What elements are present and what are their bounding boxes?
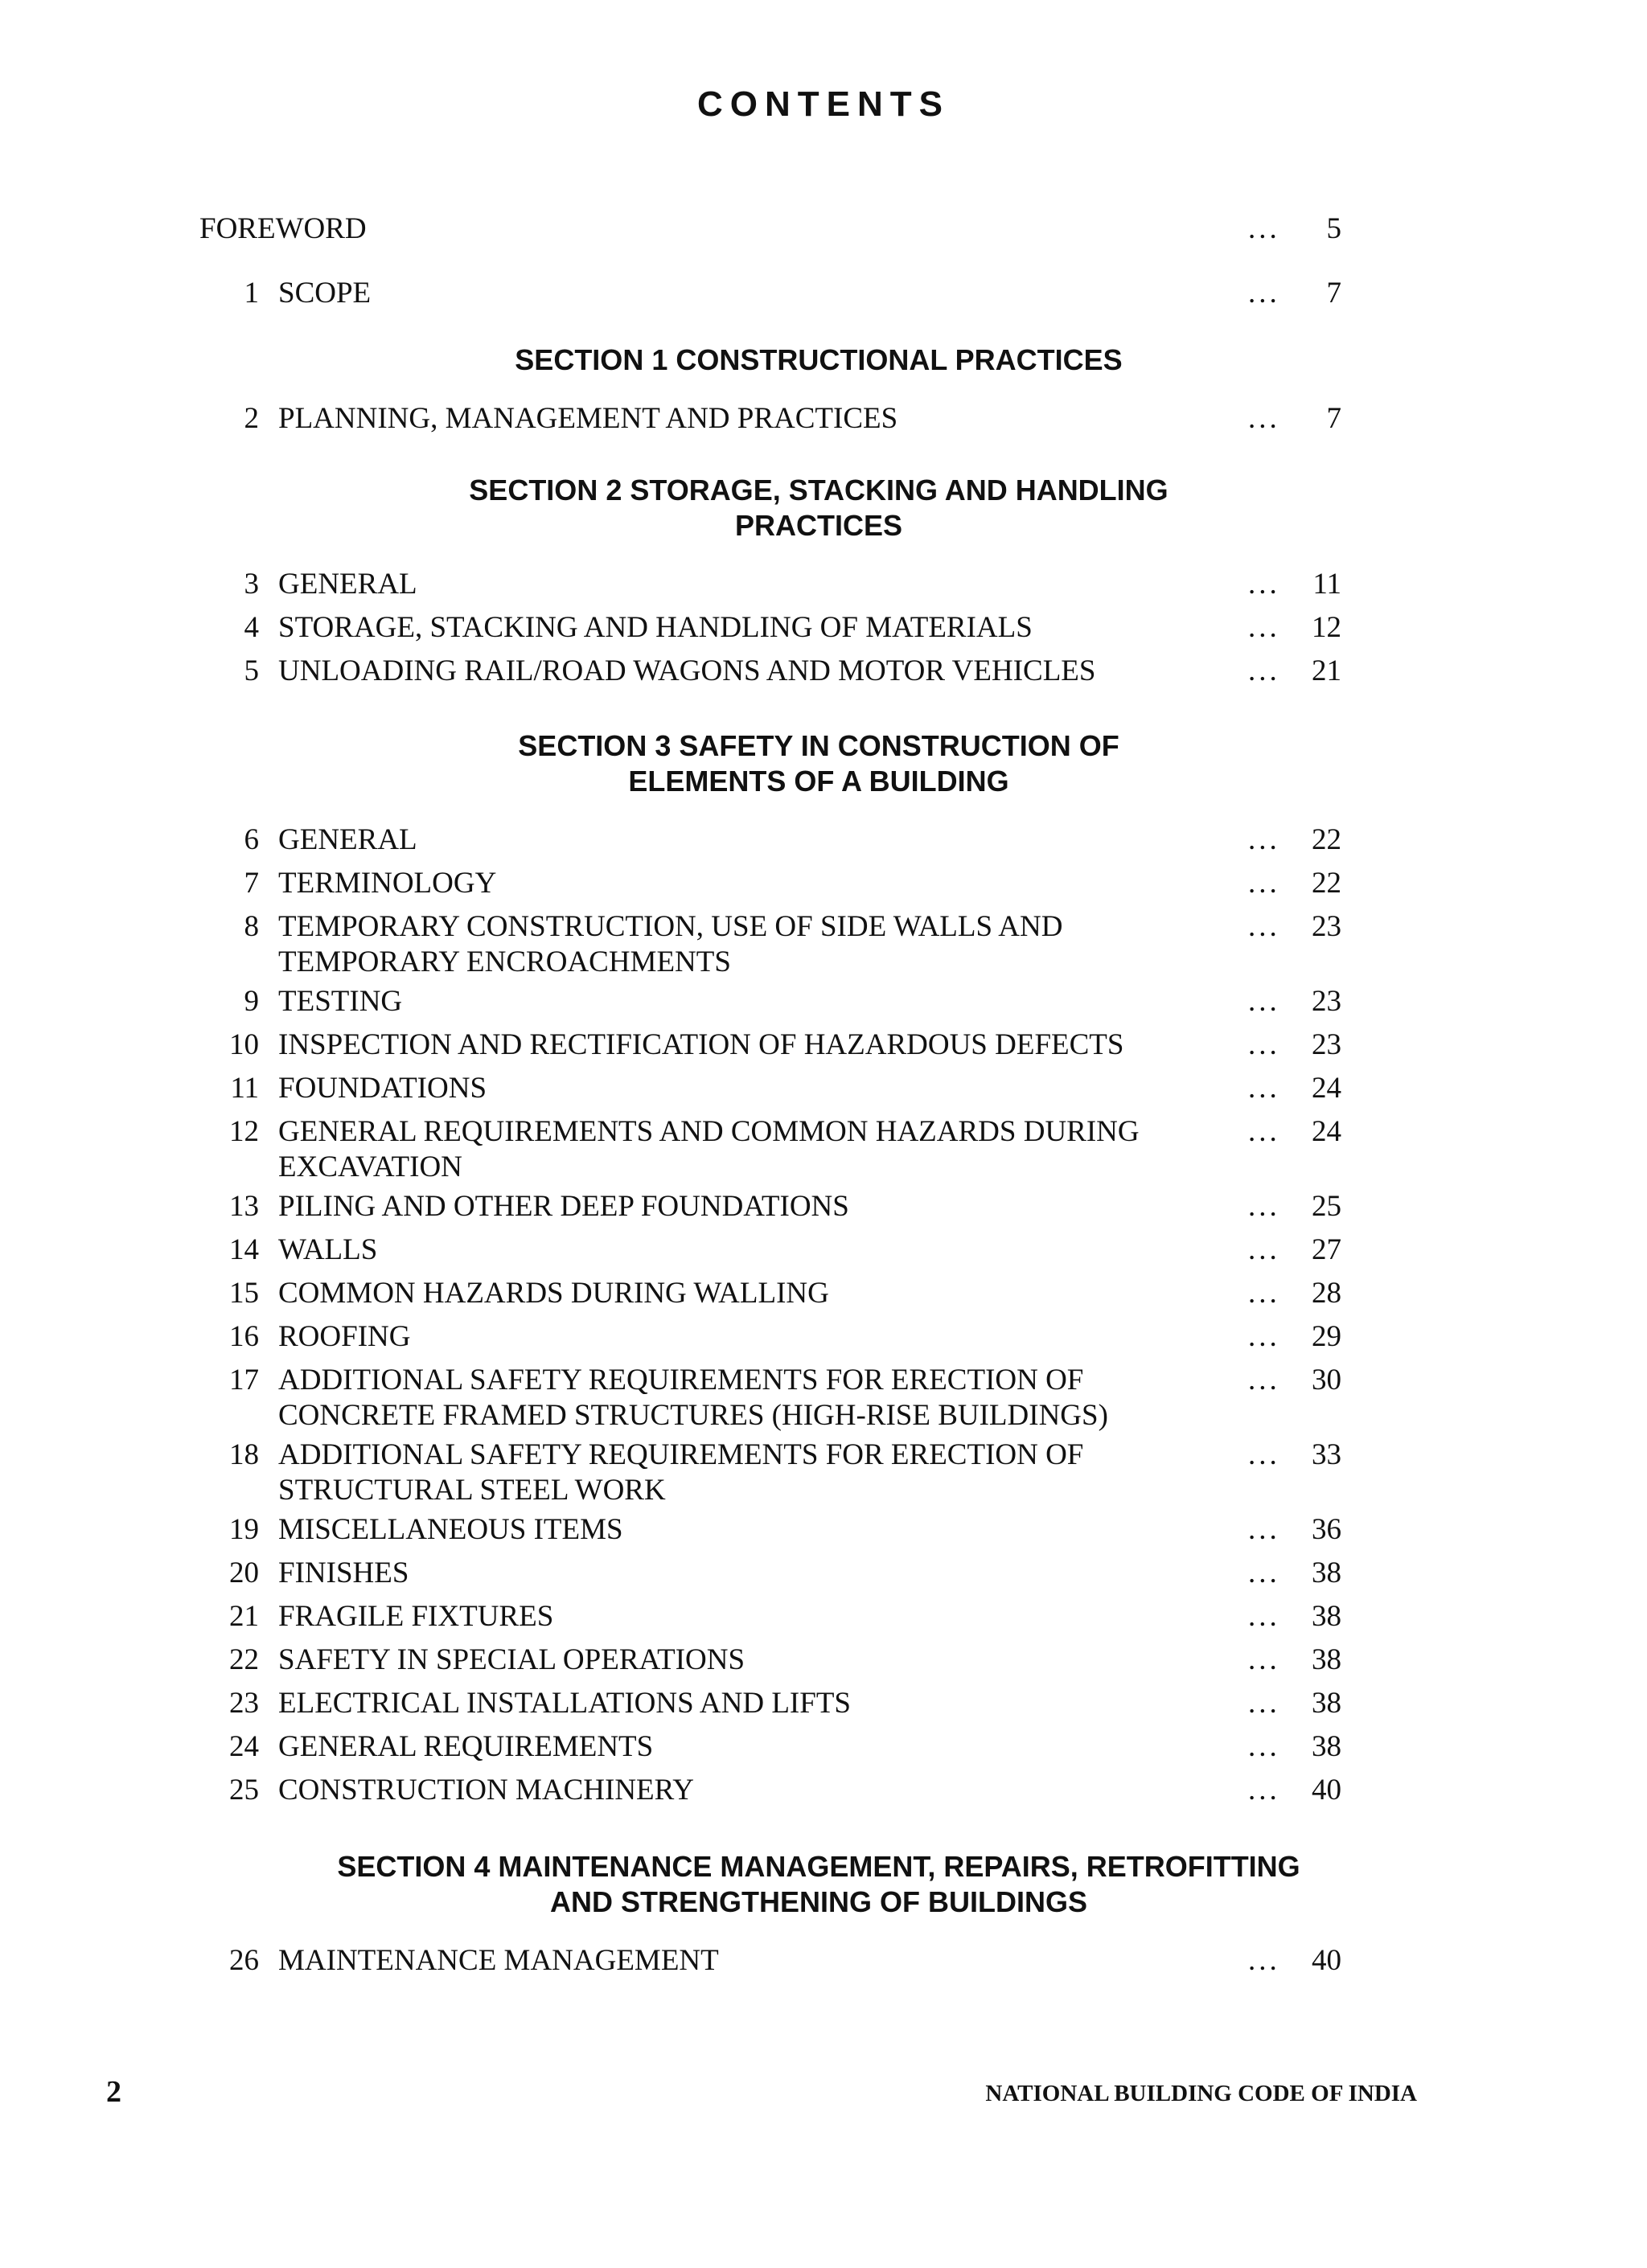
entry-label bbox=[259, 1110, 1248, 1185]
toc-entry-11[interactable] bbox=[199, 1067, 1341, 1110]
page-number: 24 bbox=[1312, 1115, 1341, 1148]
entry-label: SCOPE bbox=[278, 277, 372, 310]
toc-entry-20[interactable] bbox=[199, 1552, 1341, 1595]
leader-dots: ... bbox=[1248, 1730, 1280, 1763]
leader-dots: ... bbox=[1248, 823, 1280, 856]
entry-number: 5 bbox=[244, 654, 259, 687]
entry-label bbox=[259, 1359, 1248, 1433]
leader-dots: ... bbox=[1248, 1115, 1280, 1148]
leader-dots: ... bbox=[1248, 611, 1280, 644]
entry-label bbox=[259, 1433, 1248, 1508]
entry-label: INSPECTION AND RECTIFICATION OF HAZARDOUS DEFECTS bbox=[278, 1028, 1124, 1061]
leader-dots: ... bbox=[1248, 1072, 1280, 1105]
leader-dots: ... bbox=[1248, 654, 1280, 687]
entry-label: FINISHES bbox=[278, 1556, 409, 1589]
leader-dots: ... bbox=[1248, 1233, 1280, 1266]
page-number: 28 bbox=[1312, 1277, 1341, 1310]
page-number: 22 bbox=[1312, 823, 1341, 856]
entry-label: STORAGE, STACKING AND HANDLING OF MATERIALS bbox=[278, 611, 1033, 644]
entry-number: 16 bbox=[229, 1320, 259, 1353]
toc-entry-21[interactable] bbox=[199, 1595, 1341, 1638]
section-heading-line: ELEMENTS OF A BUILDING bbox=[628, 765, 1009, 798]
page-number: 23 bbox=[1312, 1028, 1341, 1061]
page-number: 33 bbox=[1312, 1438, 1341, 1471]
leader-dots: ... bbox=[1248, 402, 1280, 435]
leader-dots: ... bbox=[1248, 985, 1280, 1018]
page-number: 24 bbox=[1312, 1072, 1341, 1105]
entry-number: 6 bbox=[244, 823, 259, 856]
entry-label-line: GENERAL REQUIREMENTS AND COMMON HAZARDS DURING bbox=[278, 1115, 1140, 1148]
table-of-contents bbox=[199, 207, 1341, 1983]
entry-label: MAINTENANCE MANAGEMENT bbox=[278, 1944, 719, 1977]
leader-dots: ... bbox=[1248, 1277, 1280, 1310]
entry-number: 24 bbox=[229, 1730, 259, 1763]
leader-dots: ... bbox=[1248, 1320, 1280, 1353]
page-number: 7 bbox=[1326, 402, 1341, 435]
entry-number: 12 bbox=[229, 1115, 259, 1148]
footer-book-title: NATIONAL BUILDING CODE OF INDIA bbox=[985, 2081, 1417, 2106]
entry-label-line: STRUCTURAL STEEL WORK bbox=[278, 1474, 666, 1507]
entry-label bbox=[259, 905, 1248, 980]
page-number: 36 bbox=[1312, 1513, 1341, 1546]
toc-entry-17[interactable] bbox=[199, 1359, 1341, 1433]
toc-entry-1[interactable] bbox=[199, 272, 1341, 315]
leader-dots: ... bbox=[1248, 277, 1280, 310]
entry-label: CONSTRUCTION MACHINERY bbox=[278, 1774, 695, 1807]
entry-label-line: TEMPORARY ENCROACHMENTS bbox=[278, 945, 731, 978]
entry-label-line: ADDITIONAL SAFETY REQUIREMENTS FOR ERECTION OF bbox=[278, 1438, 1084, 1471]
page-number: 22 bbox=[1312, 867, 1341, 900]
footer-page-number: 2 bbox=[106, 2075, 121, 2109]
toc-entry-10[interactable] bbox=[199, 1023, 1341, 1067]
entry-number: 10 bbox=[229, 1028, 259, 1061]
leader-dots: ... bbox=[1248, 212, 1280, 245]
toc-entry-25[interactable] bbox=[199, 1769, 1341, 1812]
entry-number: 2 bbox=[244, 402, 259, 435]
entry-label: GENERAL bbox=[278, 568, 417, 601]
toc-entry-7[interactable] bbox=[199, 862, 1341, 905]
entry-number: 7 bbox=[244, 867, 259, 900]
toc-entry-foreword[interactable] bbox=[199, 207, 1341, 251]
entry-label: ELECTRICAL INSTALLATIONS AND LIFTS bbox=[278, 1687, 851, 1720]
leader-dots: ... bbox=[1248, 1687, 1280, 1720]
toc-entry-26[interactable] bbox=[199, 1939, 1341, 1983]
leader-dots: ... bbox=[1248, 1028, 1280, 1061]
leader-dots: ... bbox=[1248, 568, 1280, 601]
entry-number: 18 bbox=[229, 1438, 259, 1471]
entry-label: TERMINOLOGY bbox=[278, 867, 497, 900]
section-3-heading bbox=[199, 728, 1341, 799]
page-title: CONTENTS bbox=[697, 84, 950, 124]
toc-entry-5[interactable] bbox=[199, 650, 1341, 693]
entry-label: SAFETY IN SPECIAL OPERATIONS bbox=[278, 1643, 745, 1676]
toc-entry-8[interactable] bbox=[199, 905, 1341, 980]
page-number: 23 bbox=[1312, 985, 1341, 1018]
toc-entry-14[interactable] bbox=[199, 1228, 1341, 1272]
entry-label: PILING AND OTHER DEEP FOUNDATIONS bbox=[278, 1190, 849, 1223]
section-heading-line: PRACTICES bbox=[734, 509, 903, 542]
toc-entry-9[interactable] bbox=[199, 980, 1341, 1023]
leader-dots: ... bbox=[1248, 1600, 1280, 1633]
entry-label: GENERAL REQUIREMENTS bbox=[278, 1730, 654, 1763]
page-number: 12 bbox=[1312, 611, 1341, 644]
page-number: 40 bbox=[1312, 1774, 1341, 1807]
toc-entry-15[interactable] bbox=[199, 1272, 1341, 1315]
entry-label-line: EXCAVATION bbox=[278, 1150, 462, 1183]
page-number: 23 bbox=[1312, 910, 1341, 943]
entry-label: MISCELLANEOUS ITEMS bbox=[278, 1513, 623, 1546]
toc-entry-2[interactable] bbox=[199, 397, 1341, 441]
entry-number: 15 bbox=[229, 1277, 259, 1310]
leader-dots: ... bbox=[1248, 1556, 1280, 1589]
entry-label: FOREWORD bbox=[199, 212, 367, 245]
section-heading-line: SECTION 4 MAINTENANCE MANAGEMENT, REPAIRS, RETROFITTING bbox=[337, 1850, 1300, 1883]
section-heading-line: SECTION 2 STORAGE, STACKING AND HANDLING bbox=[469, 474, 1169, 507]
toc-entry-12[interactable] bbox=[199, 1110, 1341, 1185]
toc-entry-4[interactable] bbox=[199, 606, 1341, 650]
page-number: 40 bbox=[1312, 1944, 1341, 1977]
entry-number: 23 bbox=[229, 1687, 259, 1720]
page-number: 38 bbox=[1312, 1730, 1341, 1763]
page-number: 38 bbox=[1312, 1643, 1341, 1676]
toc-entry-22[interactable] bbox=[199, 1638, 1341, 1682]
entry-number: 9 bbox=[244, 985, 259, 1018]
page-number: 25 bbox=[1312, 1190, 1341, 1223]
entry-label: WALLS bbox=[278, 1233, 378, 1266]
entry-label: COMMON HAZARDS DURING WALLING bbox=[278, 1277, 829, 1310]
section-heading-line: SECTION 1 CONSTRUCTIONAL PRACTICES bbox=[515, 343, 1123, 376]
entry-label: TESTING bbox=[278, 985, 403, 1018]
toc-entry-19[interactable] bbox=[199, 1508, 1341, 1552]
page-number: 5 bbox=[1326, 212, 1341, 245]
toc-entry-23[interactable] bbox=[199, 1682, 1341, 1725]
page-number: 7 bbox=[1326, 277, 1341, 310]
entry-number: 25 bbox=[229, 1774, 259, 1807]
leader-dots: ... bbox=[1248, 1643, 1280, 1676]
entry-label: FRAGILE FIXTURES bbox=[278, 1600, 554, 1633]
entry-number: 14 bbox=[229, 1233, 259, 1266]
entry-number: 13 bbox=[229, 1190, 259, 1223]
entry-number: 1 bbox=[244, 277, 259, 310]
leader-dots: ... bbox=[1248, 1438, 1280, 1471]
page-number: 30 bbox=[1312, 1364, 1341, 1396]
section-4-heading bbox=[199, 1849, 1341, 1920]
entry-label-line: CONCRETE FRAMED STRUCTURES (HIGH-RISE BUILDINGS) bbox=[278, 1399, 1108, 1432]
entry-number: 21 bbox=[229, 1600, 259, 1633]
entry-label: GENERAL bbox=[278, 823, 417, 856]
toc-entry-18[interactable] bbox=[199, 1433, 1341, 1508]
page-number: 38 bbox=[1312, 1556, 1341, 1589]
entry-label: UNLOADING RAIL/ROAD WAGONS AND MOTOR VEHICLES bbox=[278, 654, 1096, 687]
section-1-heading bbox=[199, 342, 1341, 378]
page-number: 29 bbox=[1312, 1320, 1341, 1353]
entry-number: 4 bbox=[244, 611, 259, 644]
entry-number: 11 bbox=[230, 1072, 259, 1105]
toc-entry-24[interactable] bbox=[199, 1725, 1341, 1769]
page-number: 21 bbox=[1312, 654, 1341, 687]
leader-dots: ... bbox=[1248, 910, 1280, 943]
leader-dots: ... bbox=[1248, 867, 1280, 900]
page-number: 38 bbox=[1312, 1687, 1341, 1720]
page-number: 11 bbox=[1312, 568, 1341, 601]
entry-number: 22 bbox=[229, 1643, 259, 1676]
entry-label: PLANNING, MANAGEMENT AND PRACTICES bbox=[278, 402, 898, 435]
entry-number: 19 bbox=[229, 1513, 259, 1546]
leader-dots: ... bbox=[1248, 1190, 1280, 1223]
entry-number: 17 bbox=[229, 1364, 259, 1396]
section-heading-line: SECTION 3 SAFETY IN CONSTRUCTION OF bbox=[518, 729, 1119, 762]
entry-number: 3 bbox=[244, 568, 259, 601]
leader-dots: ... bbox=[1248, 1364, 1280, 1396]
leader-dots: ... bbox=[1248, 1774, 1280, 1807]
leader-dots: ... bbox=[1248, 1513, 1280, 1546]
entry-number: 26 bbox=[229, 1944, 259, 1977]
toc-entry-6[interactable] bbox=[199, 818, 1341, 862]
toc-entry-3[interactable] bbox=[199, 563, 1341, 606]
entry-label: FOUNDATIONS bbox=[278, 1072, 487, 1105]
entry-label: ROOFING bbox=[278, 1320, 411, 1353]
section-2-heading bbox=[199, 473, 1341, 543]
leader-dots: ... bbox=[1248, 1944, 1280, 1977]
entry-label-line: TEMPORARY CONSTRUCTION, USE OF SIDE WALLS AND bbox=[278, 910, 1063, 943]
toc-entry-16[interactable] bbox=[199, 1315, 1341, 1359]
entry-number: 20 bbox=[229, 1556, 259, 1589]
entry-label-line: ADDITIONAL SAFETY REQUIREMENTS FOR ERECTION OF bbox=[278, 1364, 1084, 1396]
entry-number: 8 bbox=[244, 910, 259, 943]
page-number: 38 bbox=[1312, 1600, 1341, 1633]
toc-entry-13[interactable] bbox=[199, 1185, 1341, 1228]
section-heading-line: AND STRENGTHENING OF BUILDINGS bbox=[549, 1885, 1087, 1918]
page-number: 27 bbox=[1312, 1233, 1341, 1266]
